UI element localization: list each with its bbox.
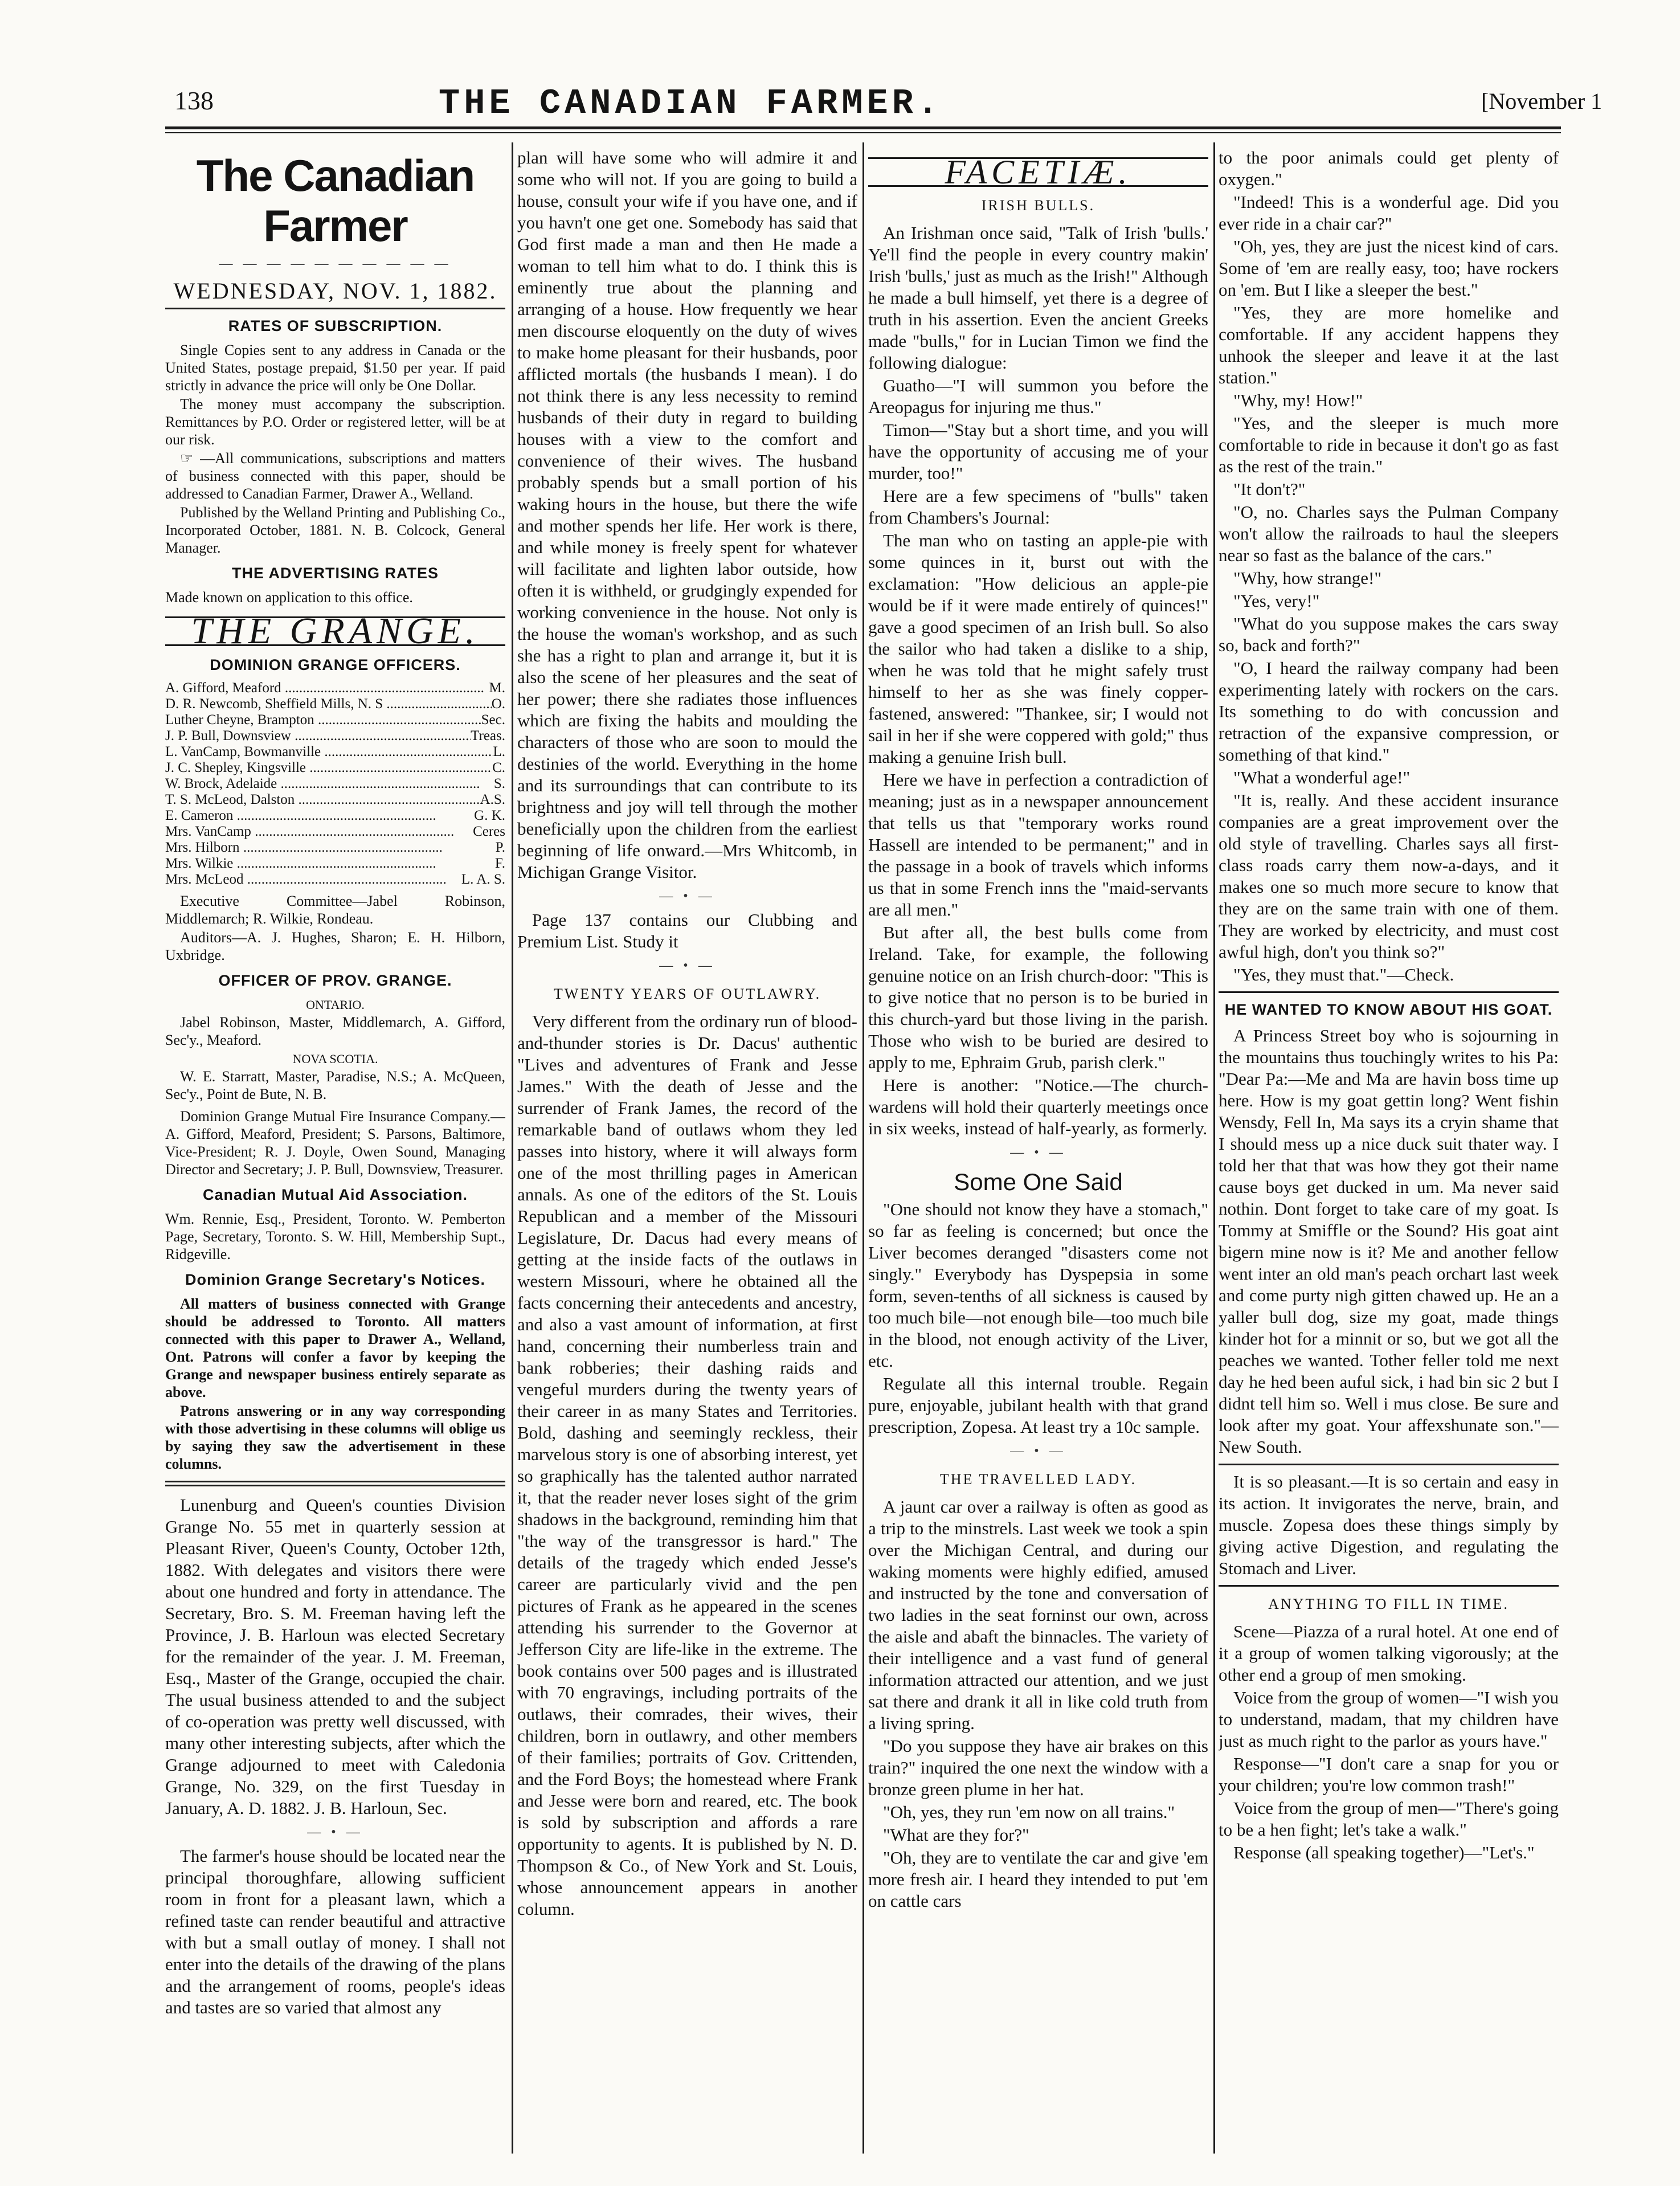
column-divider [1213,142,1215,2154]
travelled-lady-para: "Oh, they are to ventilate the car and give 'em more fresh air. I heard they intended to put 'em on cattle cars [868,1848,1208,1911]
travelled-lady-continued: "It is, really. And these accident insurance companies are a great improvement over the old style of travelling. Charles says all first-class roads carry them now-a-days, and it makes one so much more secure to know that they are on the same train with one of them. They are worked by electricity, and must cost awful high, don't you think so?" [1219,790,1559,962]
zopesa-notice: It is so pleasant.—It is so certain and easy in its action. It invigorates the nerve, brain, and muscle. Zopesa does these things simply by giving active Digestion, and regulating the Stomach and Liver. [1219,1472,1559,1578]
page-note: Page 137 contains our Clubbing and Premium List. Study it [517,910,857,951]
farmers-house-article: The farmer's house should be located near the principal thoroughfare, allowing sufficient room in front for a pleasant lawn, which a refined taste can render beautiful and attractive with but a small outlay of money. I shall not enter into the details of the drawing of the plans and the arrangement of rooms, people's ideas and tastes are so varied that almost any [165,1846,505,2017]
column-divider [863,142,864,2154]
officer-row: T. S. McLeod, Dalston ..... A.S. [165,792,505,808]
officer-row: Mrs. VanCamp ..... Ceres [165,824,505,840]
travelled-lady-para: "What are they for?" [883,1825,1029,1845]
auditors: Auditors—A. J. Hughes, Sharon; E. H. Hilborn, Uxbridge. [165,929,505,963]
column-1 [165,147,505,2147]
travelled-lady-continued: "Oh, yes, they are just the nicest kind of cars. Some of 'em are really easy, too; have rockers on 'em. But I like a sleeper the best." [1219,236,1559,300]
rule [1219,1585,1559,1587]
secretary-notice: All matters of business connected with Grange should be addressed to Toronto. All matters connected with this paper to Drawer A., Welland, Ont. Patrons will confer a favor by keeping the Grange and newspaper business entirely separate as above. [165,1296,505,1400]
lunenburg-report: Lunenburg and Queen's counties Division Grange No. 55 met in quarterly session at Pleasant River, Queen's County, October 12th, 1882. With delegates and visitors there were about one hundred and forty in attendance. The Secretary, Bro. S. M. Freeman having left the Province, J. B. Harloun was elected Secretary for the remainder of the year. J. M. Freeman, Esq., Master of the Grange, occupied the chair. The usual business attended to and the subject of co-operation was pretty well discussed, with many other interesting subjects, after which the Grange adjourned to meet with Caledonia Grange, No. 329, on the first Tuesday in January, A. D. 1882. J. B. Harloun, Sec. [165,1495,505,1818]
secretary-notice: Patrons answering or in any way corresponding with those advertising in these columns will oblige us by saying they saw the advertisement in these columns. [165,1403,505,1472]
officer-row: E. Cameron ..... G. K. [165,808,505,824]
travelled-lady-continued: "Why, how strange!" [1233,568,1382,588]
goat-title: HE WANTED TO KNOW ABOUT HIS GOAT. [1224,1001,1553,1018]
someone-said-title: Some One Said [954,1168,1123,1195]
rates-title: RATES OF SUBSCRIPTION. [228,317,443,334]
rates-para: Published by the Welland Printing and Publishing Co., Incorporated October, 1881. N. B. Colcock, General Manager. [165,504,505,556]
travelled-lady-continued: "Yes, and the sleeper is much more comfortable to ride in because it don't go as fast as the rest of the train." [1219,413,1559,476]
masthead-rule-thin [165,132,1561,133]
column-divider [512,142,513,2154]
rates-para: ☞ —All communications, subscriptions and matters of business connected with this paper, should be addressed to Canadian Farmer, Drawer A., Welland. [165,450,505,502]
irish-bulls-para: Timon—"Stay but a short time, and you will have the opportunity of accusing me of your murder, too!" [868,420,1208,483]
travelled-lady-para: "Oh, yes, they run 'em now on all trains." [883,1802,1175,1822]
advertising-title: THE ADVERTISING RATES [231,565,439,582]
fill-in-time-para: Voice from the group of women—"I wish you to understand, madam, that my children have just as much right to the parlor as yours have." [1219,1687,1559,1751]
travelled-lady-continued: "O, no. Charles says the Pulman Company won't allow the railroads to haul the sleepers near so fast as the balance of the cars." [1219,502,1559,565]
irish-bulls-para: Here is another: "Notice.—The church-wardens will hold their quarterly meetings once in six weeks, instead of half-yearly, as formerly. [868,1075,1208,1138]
travelled-lady-continued: "What a wonderful age!" [1233,767,1411,787]
dominion-officers-title: DOMINION GRANGE OFFICERS. [210,656,461,673]
irish-bulls-para: Here are a few specimens of "bulls" taken from Chambers's Journal: [868,486,1208,528]
page-number: 138 [174,86,214,115]
travelled-lady-continued: "Indeed! This is a wonderful age. Did you ever ride in a chair car?" [1219,192,1559,234]
column-2 [517,147,857,2147]
fill-in-time-para: Response—"I don't care a snap for you or your children; you're low common trash!" [1219,1754,1559,1795]
nova-scotia-text: W. E. Starratt, Master, Paradise, N.S.; A. McQueen, Sec'y., Point de Bute, N. B. [165,1068,505,1102]
nova-scotia-label: NOVA SCOTIA. [292,1052,378,1066]
mutual-fire-text: Dominion Grange Mutual Fire Insurance Company.—A. Gifford, Meaford, President; S. Parsons, Baltimore, Vice-President; R. J. Doyle, Owen Sound, Managing Director and Secretary; J. P. Bull, Downsview, Treasurer. [165,1108,505,1178]
officer-row: Luther Cheyne, Brampton ..... Sec. [165,712,505,728]
travelled-lady-continued: to the poor animals could get plenty of oxygen." [1219,148,1559,189]
travelled-lady-continued: "Why, my! How!" [1233,390,1363,410]
irish-bulls-para: Guatho—"I will summon you before the Areopagus for injuring me thus." [868,375,1208,417]
paper-date: WEDNESDAY, NOV. 1, 1882. [173,278,497,304]
travelled-lady-continued: "What do you suppose makes the cars sway so, back and forth?" [1219,614,1559,655]
someone-said-para: Regulate all this internal trouble. Regain pure, enjoyable, jubilant health with that grand prescription, Zopesa. At least try a 10c sample. [868,1374,1208,1437]
travelled-lady-continued: "O, I heard the railway company had been experimenting lately with rockers on the cars. Its something to do with concussion and retraction of the expansive compression, or something of that kind." [1219,658,1559,765]
executive-committee: Executive Committee—Jabel Robinson, Middlemarch; R. Wilkie, Rondeau. [165,893,505,927]
fill-in-time-para: Scene—Piazza of a rural hotel. At one end of it a group of women talking vigorously; at the other end a group of men smoking. [1219,1621,1559,1685]
travelled-lady-continued: "It don't?" [1233,479,1306,499]
irish-bulls-para: An Irishman once said, "Talk of Irish 'bulls.' Ye'll find the people in every country makin' Irish 'bulls,' just as much as the Irish!" Although he made a bull himself, yet there is a degree of truth in his assertion. Even the ancient Greeks made "bulls," for in Lucian Timon we find the following dialogue: [868,223,1208,373]
ornament-divider: — — — — — — — — — — [219,256,452,271]
fill-in-time-para: Response (all speaking together)—"Let's." [1233,1842,1535,1862]
officer-row: W. Brock, Adelaide ..... S. [165,776,505,792]
ontario-text: Jabel Robinson, Master, Middlemarch, A. Gifford, Sec'y., Meaford. [165,1014,505,1048]
facetiae-title: FACETIÆ. [868,157,1208,187]
officer-row: J. C. Shepley, Kingsville ..... C. [165,760,505,776]
rule [1219,1464,1559,1465]
fill-in-time-title: ANYTHING TO FILL IN TIME. [1268,1596,1509,1612]
ornament-divider: — • — [1010,1145,1066,1160]
officer-row: Mrs. McLeod ..... L. A. S. [165,872,505,888]
column-3 [868,147,1208,2147]
officer-row: Mrs. Wilkie ..... F. [165,856,505,872]
rule [1219,991,1559,993]
outlawry-article: Very different from the ordinary run of blood-and-thunder stories is Dr. Dacus' authentic "Lives and adventures of Frank and Jesse James." With the death of Jesse and the surrender of Frank James, the record of the remarkable band of outlaws whom they led passes into history, where it will always form one of the most thrilling pages in American annals. As one of the editors of the St. Louis Republican and a member of the Missouri Legislature, Dr. Dacus had every means of getting at the inside facts of the outlaws in western Missouri, where he obtained all the facts concerning their antecedents and ancestry, and also a vast amount of information, at first hand, concerning their numberless train and bank robberies; their dashing raids and vengeful murders during the twenty years of their career in as many States and Territories. Bold, dashing and seemingly reckless, their marvelous story is one of absorbing interest, yet so graphically has the talented author narrated it, that the reader never loses sight of the grim shadows in the background, reminding him that "the way of the transgressor is hard." The details of the tragedy which ended Jesse's career are particularly vivid and the pen pictures of Frank as he appeared in the scenes attending his surrender to the Governor at Jefferson City are life-like in the extreme. The book contains over 500 pages and is illustrated with 70 engravings, including portraits of the outlaws, their comrades, their wives, their children, born in outlawry, and other members of their families; portraits of Gov. Crittenden, and the Ford Boys; the homestead where Frank and Jesse were born and reared, etc. The book is sold by subscription and affords a rare opportunity to agents. It is published by N. D. Thompson & Co., of New York and St. Louis, whose announcement appears in another column. [517,1011,857,1919]
travelled-lady-continued: "Yes, they are more homelike and comfortable. If any accident happens they unhook the sleeper and leave it at the last station." [1219,303,1559,387]
outlawry-title: TWENTY YEARS OF OUTLAWRY. [553,986,821,1002]
irish-bulls-title: IRISH BULLS. [981,197,1096,214]
travelled-lady-para: "Do you suppose they have air brakes on this train?" inquired the one next the window with a bronze green plume in her hat. [868,1736,1208,1799]
travelled-lady-continued: "Yes, very!" [1233,591,1320,611]
secretary-notices-title: Dominion Grange Secretary's Notices. [185,1271,486,1288]
fill-in-time-para: Voice from the group of men—"There's going to be a hen fight; let's take a walk." [1219,1798,1559,1840]
ornament-divider: — • — [659,958,716,973]
column-4 [1219,147,1559,2147]
irish-bulls-para: The man who on tasting an apple-pie with some quinces in it, burst out with the exclamation: "How delicious an apple-pie would be if it were made entirely of quinces!" gave a good specimen of an Irish bull. So also the sailor who had taken a dislike to a ship, when he was told that he might safely trust himself to her as she was finely copper-fastened, answered: "Thankee, sir; I would not sail in her if she were coppered with gold;" thus making a genuine Irish bull. [868,530,1208,767]
officer-row: A. Gifford, Meaford ..... M. [165,680,505,696]
rates-para: The money must accompany the subscription. Remittances by P.O. Order or registered letter, will be at our risk. [165,396,505,448]
goat-article: A Princess Street boy who is sojourning in the mountains thus touchingly writes to his Pa: "Dear Pa:—Me and Ma are havin boss time up here. How is my goat gettin long? Went fishin Wensdy, Fell In, Ma says its a cryin shame that I should mess up a nice duck suit thater way. I told her that that was how they got their name cause boys get ducked in um. Ma never said nothin. Dont forget to take care of my goat. Is Tommy at Smiffle or the Sound? His goat aint bigern mine now is it? Me and another fellow went inter an old man's peach orchart last week and come purty nigh gitten chawed up. He an a yaller bull dog, size my goat, made things kinder hot for a minnit or so, but we got all the peaches we wanted. Tother feller told me next day he hed been auful sick, i had bin sic 2 but I didnt tell him so. Well i mus close. Be sure and look after my goat. Your affexshunate son."—New South. [1219,1025,1559,1457]
officer-row: Mrs. Hilborn ..... P. [165,840,505,856]
paper-name: The Canadian Farmer [196,150,475,251]
irish-bulls-para: But after all, the best bulls come from Ireland. Take, for example, the following genuine notice on an Irish church-door: "This is to give notice that no person is to be buried in this church-yard but those living in the parish. Those who wish to be buried are desired to apply to me, Ephraim Grub, parish clerk." [868,922,1208,1072]
irish-bulls-para: Here we have in perfection a contradiction of meaning; just as in a newspaper announcement that tells us that "temporary works round Hassell are intended to be permanent;" and in the passage in a book of travels which informs us that in some French inns the "maid-servants are all men." [868,770,1208,920]
grange-title: THE GRANGE. [165,616,505,646]
mutual-aid-title: Canadian Mutual Aid Association. [202,1186,468,1203]
ornament-divider: — • — [307,1825,363,1840]
ornament-divider: — • — [659,889,716,904]
farmers-house-continued: plan will have some who will admire it and some who will not. If you are going to build a house, consult your wife if you have one, and if you havn't one get one. Somebody has said that God first made a man and then He made a woman to tell him what to do. I think this is eminently true about the planning and arranging of a house. How frequently we hear men discourse eloquently on the duty of wives to make home pleasant for their husbands, poor afflicted mortals (the husbands I mean). I do not think there is any less necessity to remind husbands of their duty in regard to building houses with a view to the comfort and convenience of their wives. The husband probably spends but a small portion of his waking hours in the house, but there the wife and mother spends her life. Her work is there, and while money is freely spent for whatever will facilitate and lighten labor outside, how often it is withheld, or grudgingly expended for working convenience in the house. Not only is the house the woman's workshop, and as such she has a right to plan and arrange it, but it is also the scene of her pleasures and the seat of her power; there she radiates those influences which are fixing the habits and moulding the characters of those who are soon to mould the destinies of the world. Everything in the home and its surroundings that can contribute to its brightness and joy will tell through the mother beneficially upon the children from the earliest beginning of life onward.—Mrs Whitcomb, in Michigan Grange Visitor. [517,148,857,882]
ontario-label: ONTARIO. [306,998,365,1012]
travelled-lady-title: THE TRAVELLED LADY. [939,1471,1137,1488]
issue-date-tag: [November 1 [1481,88,1603,114]
ornament-divider: — • — [1010,1444,1066,1458]
masthead-rule [165,126,1561,129]
officer-row: D. R. Newcomb, Sheffield Mills, N. S ..... O. [165,696,505,712]
officer-row: J. P. Bull, Downsview ..... Treas. [165,728,505,744]
advertising-text: Made known on application to this office. [165,589,413,606]
mutual-aid-text: Wm. Rennie, Esq., President, Toronto. W. Pemberton Page, Secretary, Toronto. S. W. Hill, Membership Supt., Ridgeville. [165,1211,505,1262]
rates-para: Single Copies sent to any address in Canada or the United States, postage prepaid, $1.50 per year. If paid strictly in advance the price will only be One Dollar. [165,342,505,394]
officer-row: L. VanCamp, Bowmanville ..... L. [165,744,505,760]
masthead-title: THE CANADIAN FARMER. [439,83,943,124]
someone-said-para: "One should not know they have a stomach," so far as feeling is concerned; but once the Liver becomes deranged "disasters come not singly." Everybody has Dyspepsia in some form, seven-tenths of all sickness is caused by too much bile—not enough bile—too much bile in the blood, not enough activity of the Liver, etc. [868,1199,1208,1371]
rule-double [165,1481,505,1486]
rule [165,308,505,309]
officer-list [165,680,505,888]
travelled-lady-continued: "Yes, they must that."—Check. [1233,965,1454,984]
provincial-grange-title: OFFICER OF PROV. GRANGE. [218,972,452,989]
travelled-lady-para: A jaunt car over a railway is often as good as a trip to the minstrels. Last week we took a spin over the Michigan Central, and during our waking moments were highly edified, amused and instructed by the tone and conversation of two ladies in the seat forninst our own, across the aisle and abaft the binnacles. The variety of their intelligence and a vast fund of general information attracted our attention, and we just sat there and drank it all in like cold truth from a living spring. [868,1497,1208,1733]
